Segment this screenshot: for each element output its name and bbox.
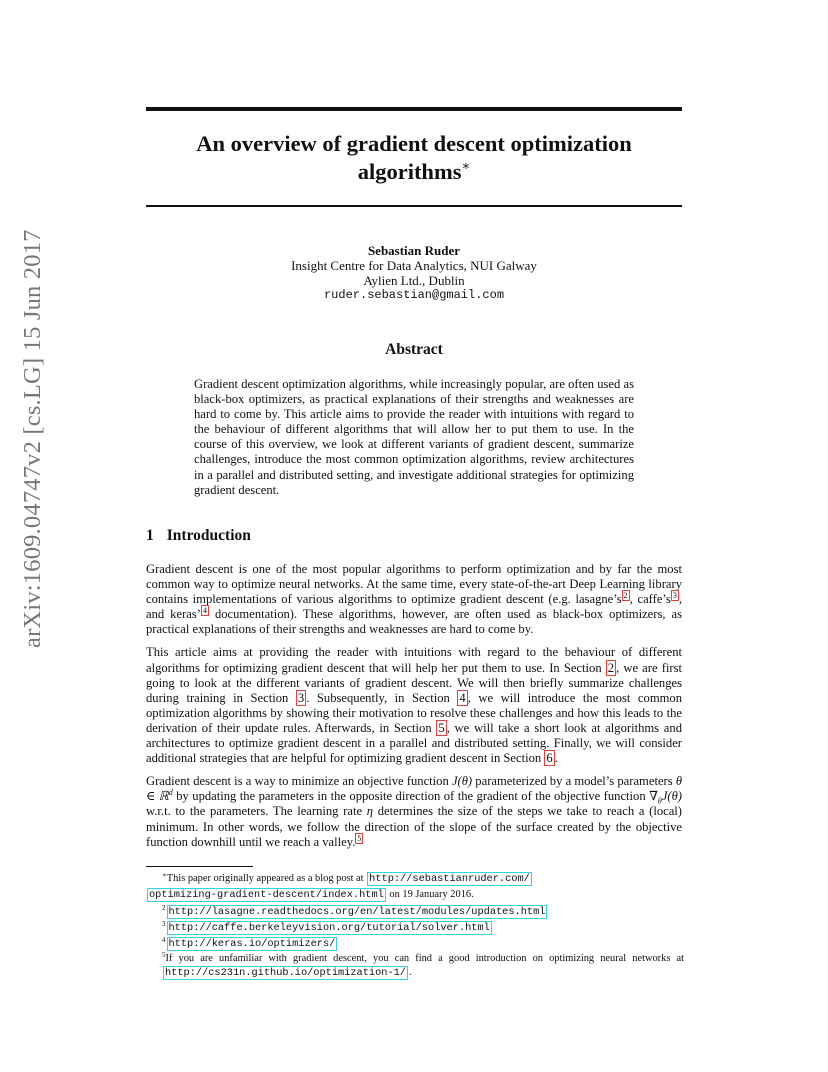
footnote-url-cs231n[interactable]: http://cs231n.github.io/optimization-1/ [165,967,406,980]
math-learning-rate: η [366,804,374,819]
section-ref-link-4[interactable]: 4 [459,690,466,705]
section-title: Introduction [166,527,251,544]
footnote-title [146,871,684,887]
paragraph-text: by updating the parameters in the opposite direction of the gradient of the objective function [172,789,650,804]
paragraph-text: , we will take a short look at algorithms and architectures to optimize gradient descent in a parallel and distributed setting. Finally, we will consider additional strategies that are helpful for optimizing gradient descent in Section [146,720,682,766]
footnote-mark: 4 [162,936,166,945]
abstract-heading: Abstract [385,341,443,358]
footnote-3 [146,920,684,936]
author-email: ruder.sebastian@gmail.com [323,288,505,302]
paragraph-text: This article aims at providing the reader with intuitions with regard to the behaviour of different algorithms for optimizing gradient descent that will help her put them to use. In Section [146,645,682,675]
math-objective: J(θ) [451,774,473,789]
math-nabla: ∇ [649,789,658,804]
paragraph-text: . [554,751,558,766]
footnote-url-blog-part-1[interactable]: http://sebastianruder.com/ [369,873,530,885]
footnotes [146,871,684,980]
footnote-text: on 19 January 2016. [386,889,474,901]
footnote-rule [146,866,253,867]
title-footnote-mark[interactable]: ∗ [461,158,471,173]
paragraph-text: determines the size of the steps we take to reach a (local) minimum. In other words, we follow the direction of the slope of the surface created by the objective function downhill until we reach a valley. [146,804,682,849]
footnote-link-3[interactable]: 3 [672,591,677,601]
math-gradient-objective: J(θ) [661,789,682,804]
introduction-body [146,562,682,858]
footnote-mark: 3 [162,919,166,928]
section-ref-link-2[interactable]: 2 [607,660,615,675]
footnote-link-2[interactable]: 2 [623,591,628,601]
title-line-2: algorithms [357,159,462,184]
author-block [146,243,682,303]
arxiv-identifier-stamp: arXiv:1609.04747v2 [cs.LG] 15 Jun 2017 [19,229,46,648]
section-ref-link-3[interactable]: 3 [297,690,305,705]
author-affiliation-2: Aylien Ltd., Dublin [363,273,465,288]
section-number: 1 [146,527,154,544]
paragraph-text: . Subsequently, in Section [306,690,458,705]
paragraph-text: documentation). These algorithms, however, are often used as black-box optimizers, as practical explanations of their strengths and weaknesses are hard to come by. [146,607,682,637]
footnote-4 [146,936,684,952]
abstract-text: Gradient descent optimization algorithms, while increasingly popular, are often used as black-box optimizers, as practical explanations of their strengths and weaknesses are hard to come by. This article aims to provide the reader with intuitions with regard to the behaviour of different algorithms that will allow her to put them to use. In the course of this overview, we look at different variants of gradient descent, summarize challenges, introduce the most common optimization algorithms, review architectures in a parallel and distributed setting, and investigate additional strategies for optimizing gradient descent. [194,377,634,497]
paragraph-text: , caffe’s [629,592,671,607]
footnote-link-5[interactable]: 5 [357,833,362,843]
footnote-url-keras[interactable]: http://keras.io/optimizers/ [168,938,336,951]
footnote-url-blog-part-2[interactable]: optimizing-gradient-descent/index.html [149,889,384,902]
section-ref-link-5[interactable]: 5 [438,720,445,735]
footnote-5 [146,952,684,980]
paragraph-text: w.r.t. to the parameters. The learning rate [146,804,367,819]
author-name: Sebastian Ruder [367,243,461,258]
intro-paragraph-1 [146,562,682,637]
paragraph-text: , we will introduce the most common optimization algorithms by showing their motivation to resolve these challenges and how this leads to the derivation of their update rules. Afterwards, in Section [146,690,683,735]
footnote-mark: 5 [162,951,166,960]
footnote-text: . [409,967,412,979]
paper-title [146,130,682,186]
author-affiliation-1: Insight Centre for Data Analytics, NUI Galway [291,258,537,273]
footnote-mark: ∗ [162,871,167,879]
title-top-rule [146,107,682,111]
intro-paragraph-2 [146,645,682,766]
paragraph-text: parameterized by a model’s parameters [472,774,676,789]
paragraph-text: Gradient descent is a way to minimize an objective function [146,774,452,789]
math-dimension: d [168,788,173,798]
intro-paragraph-3 [146,774,682,849]
title-bottom-rule [146,205,682,207]
math-parameter-space: θ ∈ ℝ [146,774,682,804]
footnote-mark: 2 [162,903,166,912]
title-line-1: An overview of gradient descent optimization [196,131,632,156]
footnote-url-lasagne[interactable]: http://lasagne.readthedocs.org/en/latest/modules/updates.html [168,905,546,918]
footnote-2 [146,904,684,920]
footnote-text: If you are unfamiliar with gradient descent, you can find a good introduction on optimizing neural networks at [165,953,684,965]
footnote-title-continued [146,887,684,903]
footnote-link-4[interactable]: 4 [202,606,207,616]
section-ref-link-6[interactable]: 6 [546,751,553,766]
footnote-url-caffe[interactable]: http://caffe.berkeleyvision.org/tutorial/solver.html [168,921,490,934]
footnote-text: This paper originally appeared as a blog post at [166,873,367,884]
section-heading-introduction [146,527,251,545]
paragraph-text: , and keras’ [146,592,682,622]
math-nabla-subscript: θ [657,796,662,806]
paragraph-text: Gradient descent is one of the most popular algorithms to perform optimization and by far the most common way to optimize neural networks. At the same time, every state-of-the-art Deep Learning library contains implementations of various algorithms to optimize gradient descent (e.g. lasagne’s [146,562,682,607]
paragraph-text: , we are first going to look at the different variants of gradient descent. We will then briefly summarize challenges during training in Section [146,660,682,705]
